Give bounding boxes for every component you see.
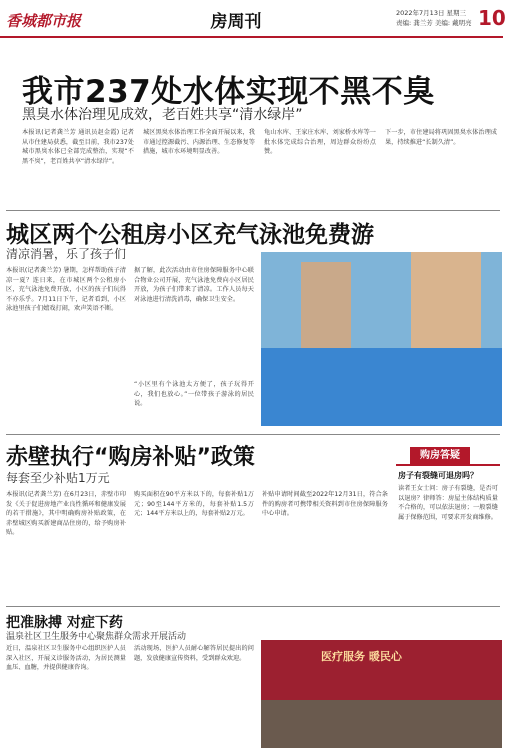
article1-column: 本报讯(记者龚兰芳 通讯员赵金霞) 记者从市住建局获悉，截至目前，我市237处城市黑臭水体已全部完成整治，实现“不黑不臭”，老百姓共享“清水绿岸”。: [22, 129, 134, 165]
article2-headline: 城区两个公租房小区充气泳池免费游: [6, 222, 374, 248]
qa-box-badge: 购房答疑: [410, 447, 470, 464]
article4-subheadline: 温泉社区卫生服务中心聚焦群众需求开展活动: [6, 632, 187, 642]
page-number: 10: [478, 6, 506, 30]
article4-headline: 把准脉搏 对症下药: [6, 615, 123, 631]
pool-photo: [261, 252, 502, 426]
pool-water: [261, 348, 502, 426]
section-title: 房周刊: [210, 12, 262, 32]
article3-column: 补贴申请时间截至2022年12月31日，符合条件的购房者可携带相关资料到市住房保障服务中心申请。: [262, 491, 388, 518]
article1-subheadline: 黑臭水体治理见成效，老百姓共享“清水绿岸”: [22, 107, 303, 123]
building-shape: [301, 262, 351, 352]
article3-column: 购买面积在90平方米以下的，每套补贴1万元；90至144平方米的，每套补贴1.5万元；144平方米以上的，每套补贴2万元。: [134, 491, 254, 518]
masthead: [0, 0, 506, 40]
article1-column: 龟山水库、王家庄水库、刘家桥水库等一批水体完成综合治理，周边群众纷纷点赞。: [264, 129, 376, 156]
article2-subheadline: 清凉消暑，乐了孩子们: [6, 247, 127, 261]
article2-column: 据了解，此次活动由市住房保障服务中心联合物业公司开展，充气泳池免费向小区居民开放，为孩子们带来了清凉。工作人员每天对泳池进行清洗消毒，确保卫生安全。: [134, 267, 254, 303]
editor-credits: 责编: 龚兰芳 美编: 戴明亮: [396, 19, 472, 27]
article1-column: 城区黑臭水体治理工作全面开展以来，我市通过控源截污、内源治理、生态修复等措施，城市水环境明显改善。: [143, 129, 255, 156]
article2-column: 本报讯(记者龚兰芳) 暑期，怎样帮助孩子清凉一夏？连日来，在市城区两个公租房小区，充气泳池免费开放，小区的孩子们玩得不亦乐乎。7月11日下午，记者看到，小区泳池里孩子们嬉戏打闹，欢声笑语不断。: [6, 267, 126, 313]
newspaper-logo: 香城都市报: [6, 12, 82, 30]
section-divider: [6, 434, 500, 435]
building-shape: [411, 252, 481, 352]
article1-column: 下一步，市住建局将巩固黑臭水体治理成果，持续推进“长制久清”。: [385, 129, 497, 146]
article3-headline: 赤壁执行“购房补贴”政策: [6, 445, 255, 470]
article4-column: 近日，温泉社区卫生服务中心组织医护人员深入社区，开展义诊服务活动，为居民测量血压、血糖，并提供健康咨询。: [6, 645, 126, 672]
section-divider: [6, 606, 500, 607]
masthead-rule: [0, 36, 503, 38]
section-divider: [6, 210, 500, 211]
qa-box-title: 房子有裂缝可退房吗？: [398, 471, 478, 480]
event-photo: [261, 640, 502, 748]
article4-column: 活动现场，医护人员耐心解答居民提出的问题，发放健康宣传资料，受到群众欢迎。: [134, 645, 254, 662]
issue-date: 2022年7月13日 星期三: [396, 9, 467, 17]
crowd-shape: [261, 700, 502, 748]
qa-box-text: 读者王女士问：房子有裂缝，是否可以退房？律师答：房屋主体结构质量不合格的，可以依法退房；一般裂缝属于保修范围，可要求开发商维修。: [398, 485, 498, 521]
event-banner-text: 医疗服务 暖民心: [321, 650, 402, 663]
article1-headline: 我市237处水体实现不黑不臭: [22, 74, 435, 110]
article3-subheadline: 每套至少补贴1万元: [6, 471, 110, 485]
article2-column: “小区里有个泳池太方便了，孩子玩得开心，我们也放心。”一位带孩子游泳的居民说。: [134, 381, 254, 408]
article3-column: 本报讯(记者龚兰芳) 在6月23日，赤壁市印发《关于促进房地产业良性循环和健康发展的若干措施》，其中明确购房补贴政策，在赤壁城区购买新建商品住房的，给予购房补贴。: [6, 491, 126, 537]
